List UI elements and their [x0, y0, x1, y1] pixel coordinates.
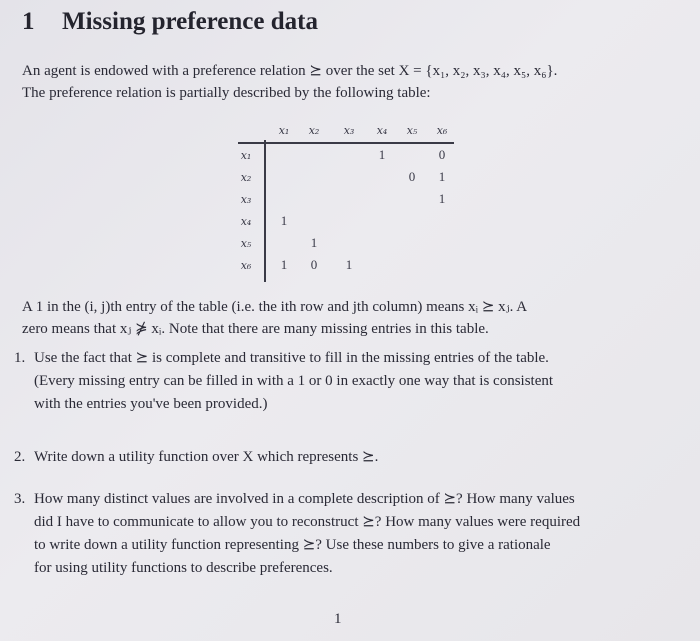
table-cell: 0	[310, 257, 318, 272]
question-line: with the entries you've been provided.)	[34, 396, 268, 412]
question-text	[34, 446, 378, 469]
table-cell: 0	[408, 169, 416, 184]
intro-line: The preference relation is partially described by the following table:	[22, 85, 431, 101]
table-horizontal-rule	[238, 142, 454, 144]
question-line: for using utility functions to describe preferences.	[34, 560, 333, 576]
table-column-header: x₁	[278, 124, 290, 137]
table-column-header: x₃	[343, 124, 355, 137]
table-cell: 1	[438, 191, 446, 206]
section-number: 1	[22, 8, 35, 35]
table-cell: 0	[438, 147, 446, 162]
table-cell: 1	[280, 257, 288, 272]
question-number: 2.	[14, 449, 26, 465]
section-heading	[22, 8, 318, 36]
table-row-header: x₂	[240, 171, 252, 184]
table-cell: 1	[310, 235, 318, 250]
intro-line: An agent is endowed with a preference relation ⪰ over the set X = {x₁, x₂, x₃, x₄, x₅, x₆}.	[22, 63, 558, 79]
table-column-header: x₂	[308, 124, 320, 137]
question-line: (Every missing entry can be filled in with a 1 or 0 in exactly one way that is consistent	[34, 373, 554, 389]
question-text	[34, 347, 553, 416]
preference-table	[222, 122, 462, 282]
question-text	[34, 488, 580, 580]
table-row-header: x₃	[240, 193, 252, 206]
section-title: Missing preference data	[62, 8, 318, 35]
table-cell: 1	[280, 213, 288, 228]
table-row-header: x₁	[240, 149, 252, 162]
page-number: 1	[334, 611, 342, 627]
table-cell: 1	[345, 257, 353, 272]
table-cell: 1	[378, 147, 386, 162]
table-cell: 1	[438, 169, 446, 184]
intro-paragraph	[22, 60, 557, 104]
table-row-header: x₄	[240, 215, 252, 228]
table-column-header: x₄	[376, 124, 388, 137]
explanation-paragraph	[22, 296, 527, 340]
explanation-line: zero means that xⱼ ⋡ xᵢ. Note that there are many missing entries in this table.	[22, 321, 489, 337]
question-line: How many distinct values are involved in a complete description of ⪰? How many values	[34, 491, 575, 507]
question-line: Use the fact that ⪰ is complete and transitive to fill in the missing entries of the table.	[34, 350, 549, 366]
question-number: 3.	[14, 491, 26, 507]
question-line: to write down a utility function representing ⪰? Use these numbers to give a rationale	[34, 537, 551, 553]
question-line: did I have to communicate to allow you to reconstruct ⪰? How many values were required	[34, 514, 581, 530]
explanation-line: A 1 in the (i, j)th entry of the table (i.e. the ith row and jth column) means xᵢ ⪰ xⱼ. A	[22, 299, 528, 315]
question-number: 1.	[14, 350, 26, 366]
table-column-header: x₆	[436, 124, 448, 137]
question-line: Write down a utility function over X which represents ⪰.	[34, 449, 379, 465]
table-row-header: x₆	[240, 259, 252, 272]
table-vertical-rule	[264, 140, 266, 282]
table-column-header: x₅	[406, 124, 418, 137]
table-row-header: x₅	[240, 237, 252, 250]
